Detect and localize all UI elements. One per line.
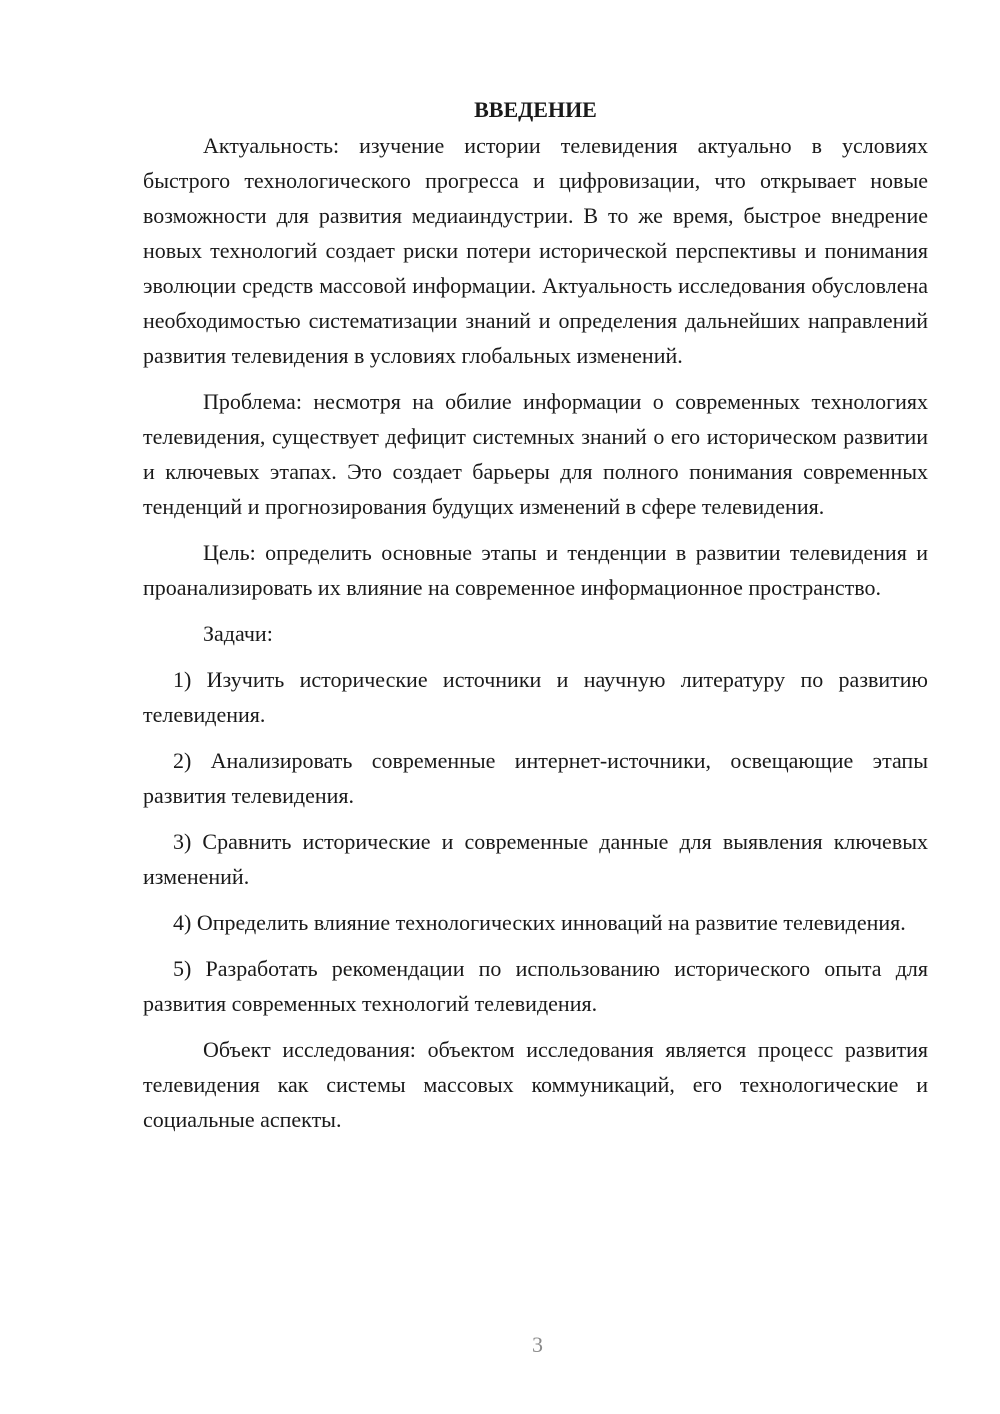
task-item-3: 3) Сравнить исторические и современные данные для выявления ключевых изменений. [143,829,928,889]
object-paragraph: Объект исследования: объектом исследования является процесс развития телевидения как системы массовых коммуникаций, его технологические и социальные аспекты. [143,1037,928,1132]
problem-paragraph: Проблема: несмотря на обилие информации о современных технологиях телевидения, существует дефицит системных знаний о его историческом развитии и ключевых этапах. Это создает барьеры для полного понимания современных тенденций и прогнозирования будущих изменений в сфере телевидения. [143,389,928,519]
task-item-2: 2) Анализировать современные интернет-источники, освещающие этапы развития телевидения. [143,748,928,808]
relevance-paragraph: Актуальность: изучение истории телевидения актуально в условиях быстрого технологического прогресса и цифровизации, что открывает новые возможности для развития медиаиндустрии. В то же время, быстрое внедрение новых технологий создает риски потери исторической перспективы и понимания эволюции средств массовой информации. Актуальность исследования обусловлена необходимостью систематизации знаний и определения дальнейших направлений развития телевидения в условиях глобальных изменений. [143,133,928,368]
page-content [143,92,928,1148]
tasks-label: Задачи: [203,621,273,646]
task-item-4: 4) Определить влияние технологических инноваций на развитие телевидения. [173,910,906,935]
task-item-5: 5) Разработать рекомендации по использованию исторического опыта для развития современных технологий телевидения. [143,956,928,1016]
section-heading: ВВЕДЕНИЕ [474,97,597,122]
goal-paragraph: Цель: определить основные этапы и тенденции в развитии телевидения и проанализировать их влияние на современное информационное пространство. [143,540,928,600]
task-item-1: 1) Изучить исторические источники и научную литературу по развитию телевидения. [143,667,928,727]
page-number: 3 [532,1332,543,1357]
